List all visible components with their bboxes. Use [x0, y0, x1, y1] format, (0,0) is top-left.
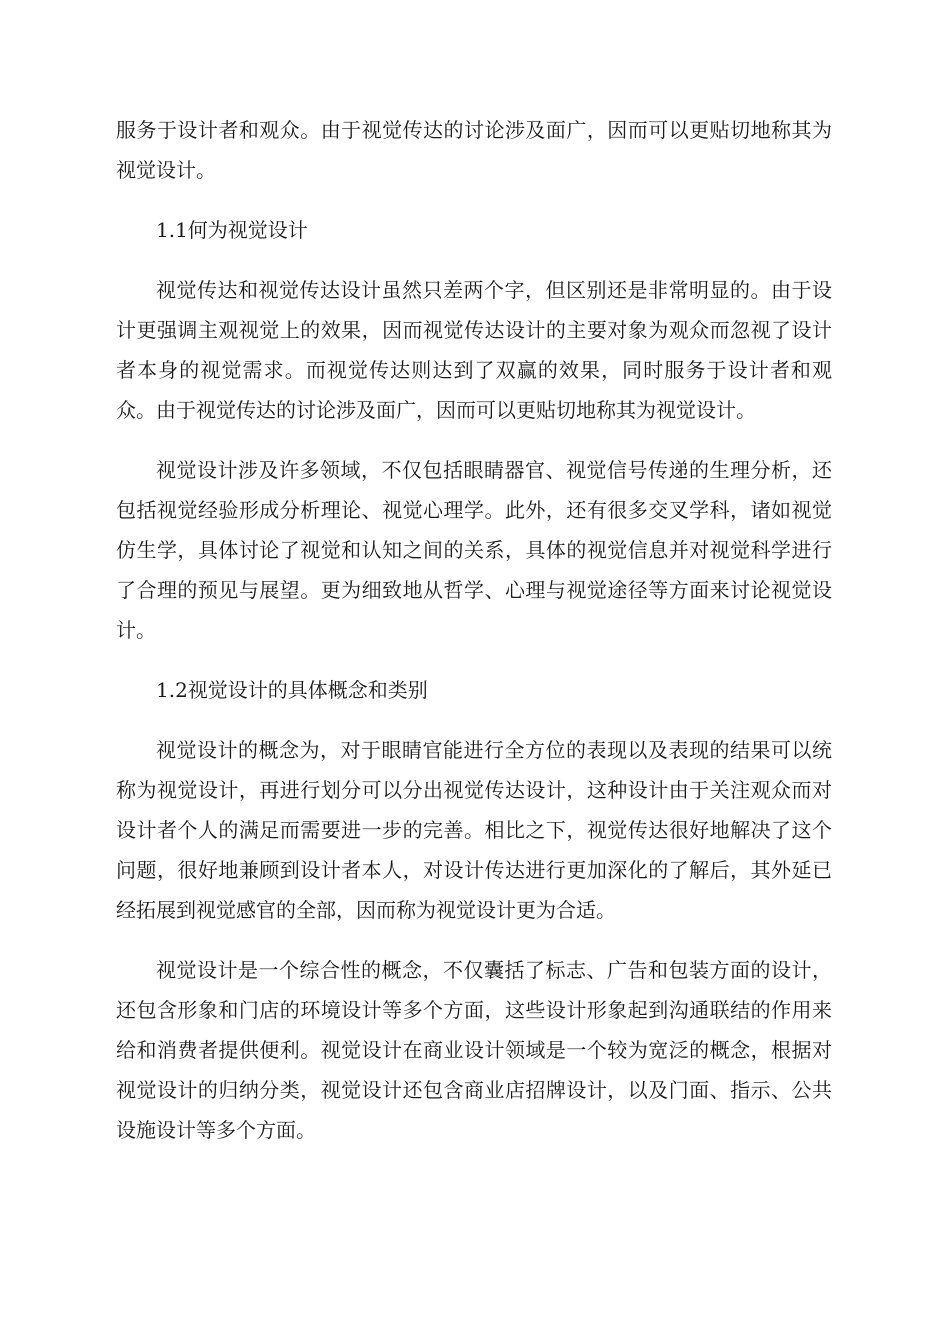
body-text [116, 110, 832, 1170]
paragraph: 视觉设计的概念为，对于眼睛官能进行全方位的表现以及表现的结果可以统称为视觉设计，再进行划分可以分出视觉传达设计，这种设计由于关注观众而对设计者个人的满足而需要进一步的完善。相比之下，视觉传达很好地解决了这个问题，很好地兼顾到设计者本人，对设计传达进行更加深化的了解后，其外延已经拓展到视觉感官的全部，因而称为视觉设计更为合适。 [116, 738, 832, 922]
paragraph: 视觉设计涉及许多领域，不仅包括眼睛器官、视觉信号传递的生理分析，还包括视觉经验形成分析理论、视觉心理学。此外，还有很多交叉学科，诸如视觉仿生学，具体讨论了视觉和认知之间的关系，具体的视觉信息并对视觉科学进行了合理的预见与展望。更为细致地从哲学、心理与视觉途径等方面来讨论视觉设计。 [116, 458, 832, 642]
paragraph-continued: 服务于设计者和观众。由于视觉传达的讨论涉及面广，因而可以更贴切地称其为视觉设计。 [116, 118, 832, 182]
section-heading-1-1: 1.1何为视觉设计 [156, 218, 308, 242]
paragraph: 视觉传达和视觉传达设计虽然只差两个字，但区别还是非常明显的。由于设计更强调主观视觉上的效果，因而视觉传达设计的主要对象为观众而忽视了设计者本身的视觉需求。而视觉传达则达到了双赢的效果，同时服务于设计者和观众。由于视觉传达的讨论涉及面广，因而可以更贴切地称其为视觉设计。 [116, 278, 832, 422]
section-heading-1-2: 1.2视觉设计的具体概念和类别 [156, 678, 428, 702]
paragraph: 视觉设计是一个综合性的概念，不仅囊括了标志、广告和包装方面的设计，还包含形象和门店的环境设计等多个方面，这些设计形象起到沟通联结的作用来给和消费者提供便利。视觉设计在商业设计领域是一个较为宽泛的概念，根据对视觉设计的归纳分类，视觉设计还包含商业店招牌设计，以及门面、指示、公共设施设计等多个方面。 [116, 958, 832, 1142]
